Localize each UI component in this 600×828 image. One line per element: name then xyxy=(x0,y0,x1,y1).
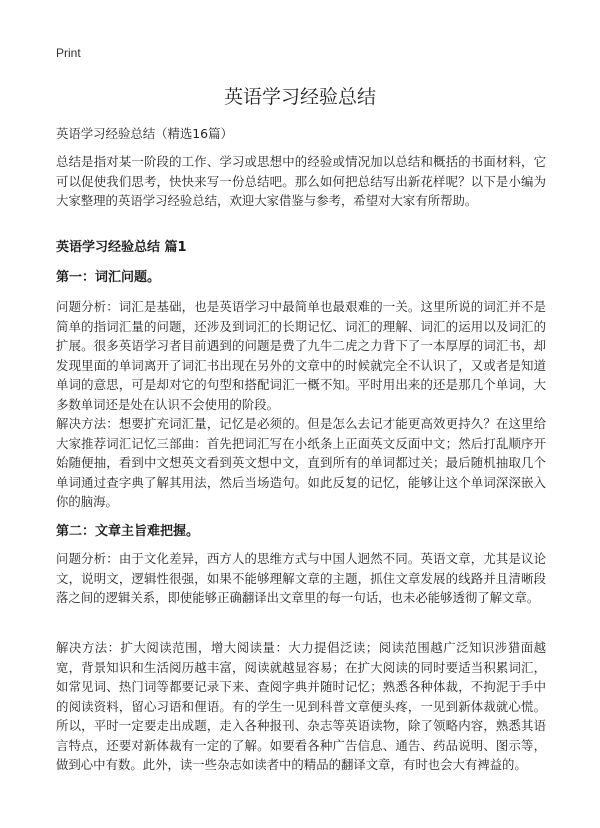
main-idea-analysis-paragraph: 问题分析：由于文化差异，西方人的思维方式与中国人迥然不同。英语文章，尤其是议论文，说明文，逻辑性很强，如果不能够理解文章的主题，抓住文章发展的线路并且清晰段落之间的逻辑关系，即使能够正确翻译出文章里的每一句话，也未必能够透彻了解文章。 xyxy=(56,551,546,605)
article-heading: 英语学习经验总结 篇1 xyxy=(56,240,187,255)
print-link[interactable]: Print xyxy=(56,46,81,60)
vocabulary-solution-paragraph: 解决方法：想要扩充词汇量，记忆是必须的。但是怎么去记才能更高效更持久？在这里给大家推荐词汇记忆三部曲：首先把词汇写在小纸条上正面英文反面中文；然后打乱顺序开始随便抽，看到中文想英文看到英文想中文，直到所有的单词都过关；最后随机抽取几个单词通过查字典了解其用法，然后当场造句。如此反复的记忆，能够让这个单词深深嵌入你的脑海。 xyxy=(56,416,546,509)
intro-paragraph: 总结是指对某一阶段的工作、学习或思想中的经验或情况加以总结和概括的书面材料，它可以促使我们思考，快快来写一份总结吧。那么如何把总结写出新花样呢？以下是小编为大家整理的英语学习经验总结，欢迎大家借鉴与参考，希望对大家有所帮助。 xyxy=(56,154,546,208)
main-idea-solution-paragraph: 解决方法：扩大阅读范围，增大阅读量：大力提倡泛读；阅读范围越广泛知识涉猎面越宽，背景知识和生活阅历越丰富，阅读就越显容易；在扩大阅读的同时要适当积累词汇，如常见词、热门词等都要记录下来、查阅字典并随时记忆；熟悉各种体裁，不拘泥于手中的阅读资料，留心习语和俚语。有的学生一见到科普文章便头疼，一见到新体裁就心慌。所以，平时一定要走出成题，走入各种报刊、杂志等英语读物，除了领略内容，熟悉其语言特点，还要对新体裁有一定的了解。如要看各种广告信息、通告、药品说明、图示等，做到心中有数。此外，读一些杂志如读者中的精品的翻译文章，有时也会大有裨益的。 xyxy=(56,640,546,772)
section-heading-main-idea: 第二：文章主旨难把握。 xyxy=(56,524,200,539)
vocabulary-analysis-paragraph: 问题分析：词汇是基础，也是英语学习中最简单也最艰难的一关。这里所说的词汇并不是简单的指词汇量的问题，还涉及到词汇的长期记忆、词汇的理解、词汇的运用以及词汇的扩展。很多英语学习者目前遇到的问题是费了九牛二虎之力背下了一本厚厚的词汇书，却发现里面的单词离开了词汇书出现在另外的文章中的时候就完全不认识了，又或者是知道单词的意思，可是却对它的句型和搭配词汇一概不知。平时用出来的还是那几个单词，大多数单词还是处在认识不会使用的阶段。 xyxy=(56,299,546,412)
section-heading-vocabulary: 第一：词汇问题。 xyxy=(56,270,161,285)
page-title: 英语学习经验总结 xyxy=(223,86,376,108)
document-subtitle: 英语学习经验总结（精选16篇） xyxy=(56,126,233,141)
